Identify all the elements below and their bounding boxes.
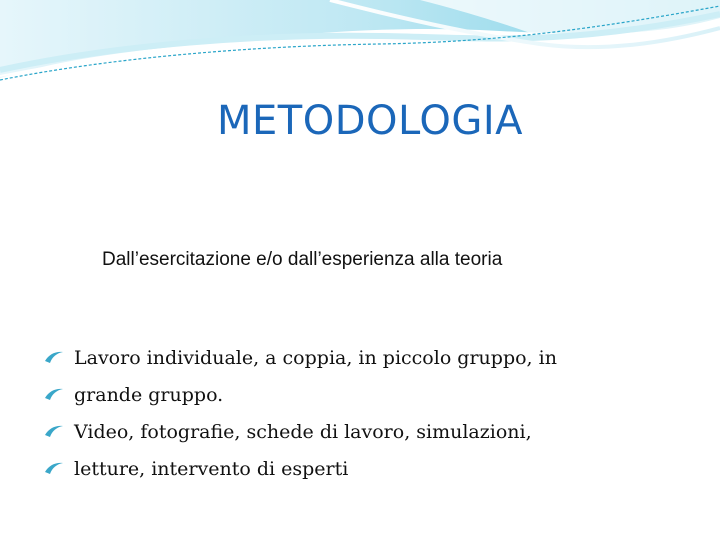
swoosh-bullet-icon xyxy=(44,387,74,401)
bullet-text: grande gruppo. xyxy=(74,384,224,406)
swoosh-bullet-icon xyxy=(44,350,74,364)
bullet-line xyxy=(44,414,684,451)
swoosh-bullet-icon xyxy=(44,461,74,475)
slide-subtitle: Dall’esercitazione e/o dall’esperienza alla teoria xyxy=(102,249,503,270)
bullet-line xyxy=(44,451,684,488)
swoosh-bullet-icon xyxy=(44,424,74,438)
bullet-text: letture, intervento di esperti xyxy=(74,458,349,480)
bullet-text: Video, fotografie, schede di lavoro, simulazioni, xyxy=(74,421,532,443)
bullet-list xyxy=(44,340,684,488)
bullet-text: Lavoro individuale, a coppia, in piccolo gruppo, in xyxy=(74,347,557,369)
header-wave-decoration xyxy=(0,0,720,90)
slide-title: METODOLOGIA xyxy=(217,98,523,144)
bullet-line xyxy=(44,377,684,414)
bullet-line xyxy=(44,340,684,377)
